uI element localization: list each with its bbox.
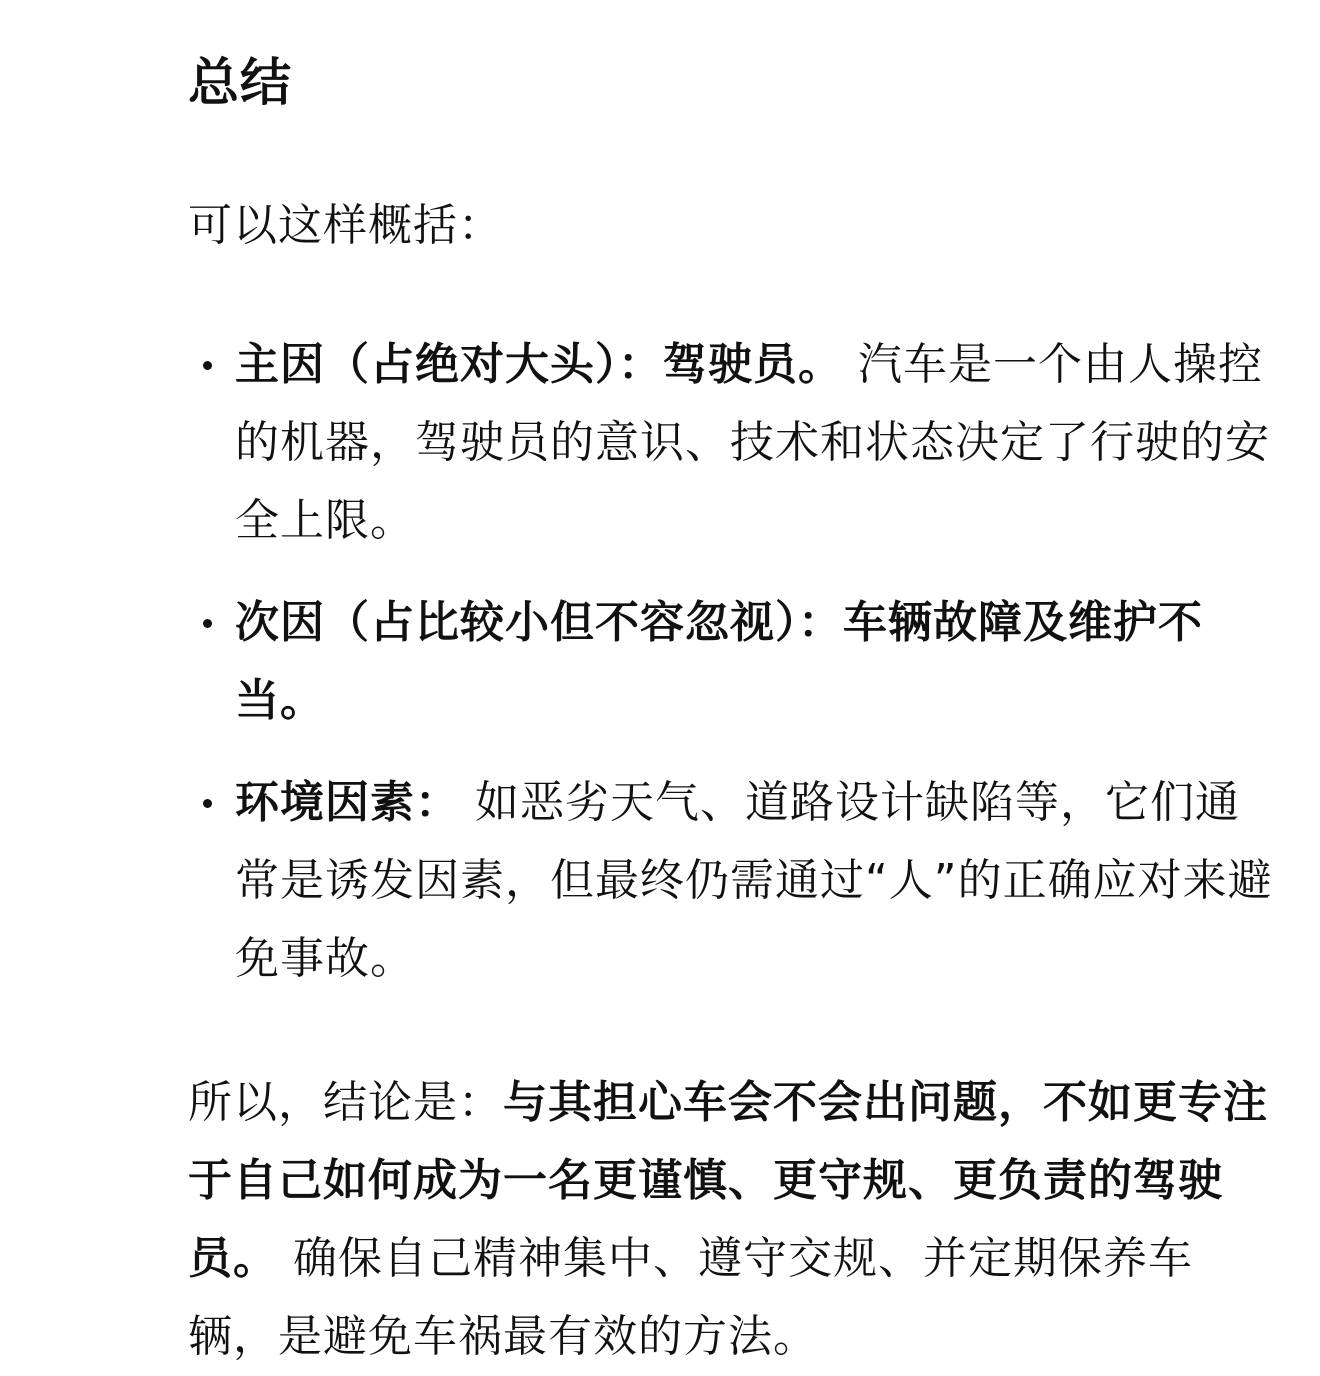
conclusion-paragraph bbox=[188, 1064, 1280, 1376]
conclusion-prefix: 所以，结论是： bbox=[188, 1077, 503, 1128]
conclusion-rest: 确保自己精神集中、遵守交规、并定期保养车辆，是避免车祸最有效的方法。 bbox=[188, 1233, 1193, 1362]
bullet-text: 汽车是一个由人操控的机器，驾驶员的意识、技术和状态决定了行驶的安全上限。 bbox=[235, 339, 1270, 546]
conclusion-bold: 与其担心车会不会出问题，不如更专注于自己如何成为一名更谨慎、更守规、更负责的驾驶员。 bbox=[188, 1077, 1268, 1284]
bullet-dot-icon bbox=[203, 799, 212, 808]
bullet-lead: 主因（占绝对大头）：驾驶员。 bbox=[235, 339, 843, 390]
bullet-list bbox=[188, 326, 1280, 998]
bullet-item-primary-cause bbox=[188, 326, 1280, 560]
intro-paragraph: 可以这样概括： bbox=[188, 200, 503, 251]
bullet-lead: 环境因素： bbox=[235, 777, 460, 828]
bullet-dot-icon bbox=[203, 619, 212, 628]
bullet-item-environment bbox=[188, 764, 1280, 998]
document-body bbox=[188, 48, 1280, 1376]
bullet-text: 如恶劣天气、道路设计缺陷等，它们通常是诱发因素，但最终仍需通过“人”的正确应对来避免事故。 bbox=[235, 777, 1273, 984]
bullet-item-secondary-cause bbox=[188, 584, 1280, 740]
bullet-lead: 次因（占比较小但不容忽视）：车辆故障及维护不当。 bbox=[235, 597, 1203, 726]
section-title: 总结 bbox=[188, 54, 293, 113]
bullet-dot-icon bbox=[203, 361, 212, 370]
